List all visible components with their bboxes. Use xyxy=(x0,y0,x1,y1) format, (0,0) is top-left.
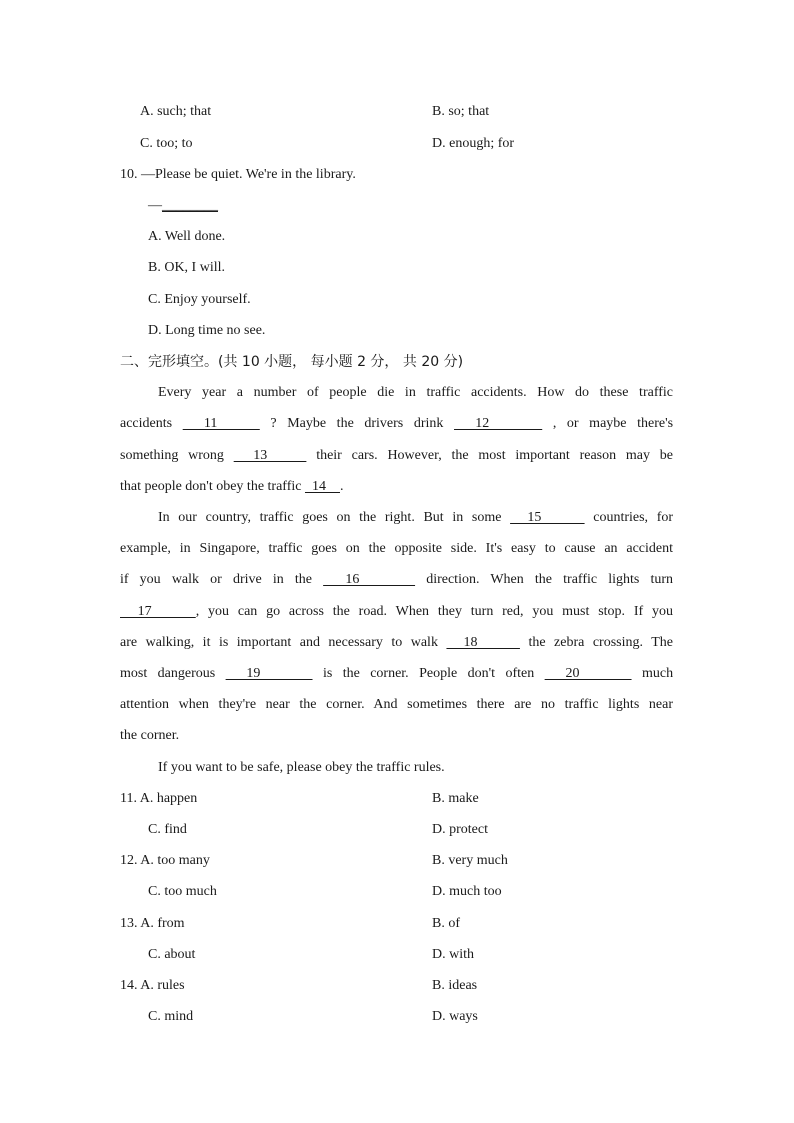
q11-option-c: C. find xyxy=(148,822,187,837)
passage-p3-line1: If you want to be safe, please obey the traffic rules. xyxy=(158,760,445,775)
q10-option-d: D. Long time no see. xyxy=(148,323,266,338)
text-fragment: if you walk or drive in the xyxy=(120,572,312,587)
text-fragment: much xyxy=(641,666,674,681)
q14-option-b: B. ideas xyxy=(432,978,478,993)
q13-option-a: 13. A. from xyxy=(120,916,185,931)
blank-13: 13 xyxy=(233,448,307,463)
text-fragment: is the corner. People don't often xyxy=(322,666,535,681)
text-fragment: their cars. However, the most important reason may be xyxy=(316,448,674,463)
passage-p2-line6 xyxy=(120,665,673,683)
q12-option-b: B. very much xyxy=(432,853,508,868)
passage-p2-line2: example, in Singapore, traffic goes on the opposite side. It's easy to cause an accident xyxy=(120,541,673,556)
blank-18: 18 xyxy=(446,635,520,650)
passage-p2-line5 xyxy=(120,634,673,652)
q10-reply-blank: ________ xyxy=(162,198,218,213)
q12-option-d: D. much too xyxy=(432,884,502,899)
text-fragment: ? Maybe the drivers drink xyxy=(270,416,444,431)
q12-option-a: 12. A. too many xyxy=(120,853,210,868)
text-fragment: , you can go across the road. When they turn red, you must stop. If you xyxy=(195,604,673,619)
blank-16: 16 xyxy=(323,572,416,587)
q10-reply xyxy=(148,197,218,215)
q9-option-c: C. too; to xyxy=(140,136,193,151)
passage-p2-line1 xyxy=(158,509,673,527)
text-fragment: something wrong xyxy=(120,448,224,463)
q11-option-d: D. protect xyxy=(432,822,488,837)
q10-option-b: B. OK, I will. xyxy=(148,260,225,275)
blank-12: 12 xyxy=(454,416,543,431)
q10-option-a: A. Well done. xyxy=(148,229,226,244)
passage-p2-line7: attention when they're near the corner. And sometimes there are no traffic lights near xyxy=(120,697,673,712)
q11-option-b: B. make xyxy=(432,791,479,806)
passage-p2-line8: the corner. xyxy=(120,728,180,743)
blank-11: 11 xyxy=(182,416,260,431)
q10-option-c: C. Enjoy yourself. xyxy=(148,292,251,307)
blank-19: 19 xyxy=(225,666,313,681)
blank-14: 14 xyxy=(304,479,340,494)
text-fragment: that people don't obey the traffic xyxy=(120,479,302,494)
blank-17: 17 xyxy=(120,604,196,619)
text-fragment: accidents xyxy=(120,416,173,431)
q11-option-a: 11. A. happen xyxy=(120,791,198,806)
blank-15: 15 xyxy=(510,510,585,525)
passage-p1-line1: Every year a number of people die in traffic accidents. How do these traffic xyxy=(158,385,673,400)
q10-stem: 10. —Please be quiet. We're in the library. xyxy=(120,167,356,182)
text-fragment: most dangerous xyxy=(120,666,216,681)
q14-option-d: D. ways xyxy=(432,1009,478,1024)
text-fragment: the zebra crossing. The xyxy=(528,635,674,650)
q9-option-d: D. enough; for xyxy=(432,136,515,151)
passage-p2-line3 xyxy=(120,571,673,589)
passage-p1-line3 xyxy=(120,447,673,465)
q9-option-b: B. so; that xyxy=(432,104,490,119)
q12-option-c: C. too much xyxy=(148,884,217,899)
section-heading: 二、完形填空。(共 10 小题， 每小题 2 分， 共 20 分) xyxy=(120,354,464,370)
text-fragment: . xyxy=(339,479,344,494)
q13-option-d: D. with xyxy=(432,947,474,962)
q13-option-b: B. of xyxy=(432,916,460,931)
text-fragment: direction. When the traffic lights turn xyxy=(426,572,674,587)
q14-option-a: 14. A. rules xyxy=(120,978,185,993)
passage-p1-line2 xyxy=(120,415,673,433)
passage-p1-line4 xyxy=(120,478,343,496)
text-fragment: countries, for xyxy=(593,510,674,525)
q10-reply-dash: — xyxy=(148,198,162,213)
q14-option-c: C. mind xyxy=(148,1009,194,1024)
passage-p2-line4 xyxy=(120,603,673,621)
text-fragment: , or maybe there's xyxy=(552,416,674,431)
text-fragment: In our country, traffic goes on the right. But in some xyxy=(158,510,502,525)
blank-20: 20 xyxy=(544,666,632,681)
q13-option-c: C. about xyxy=(148,947,196,962)
text-fragment: are walking, it is important and necessary to walk xyxy=(120,635,438,650)
q9-option-a: A. such; that xyxy=(140,104,212,119)
